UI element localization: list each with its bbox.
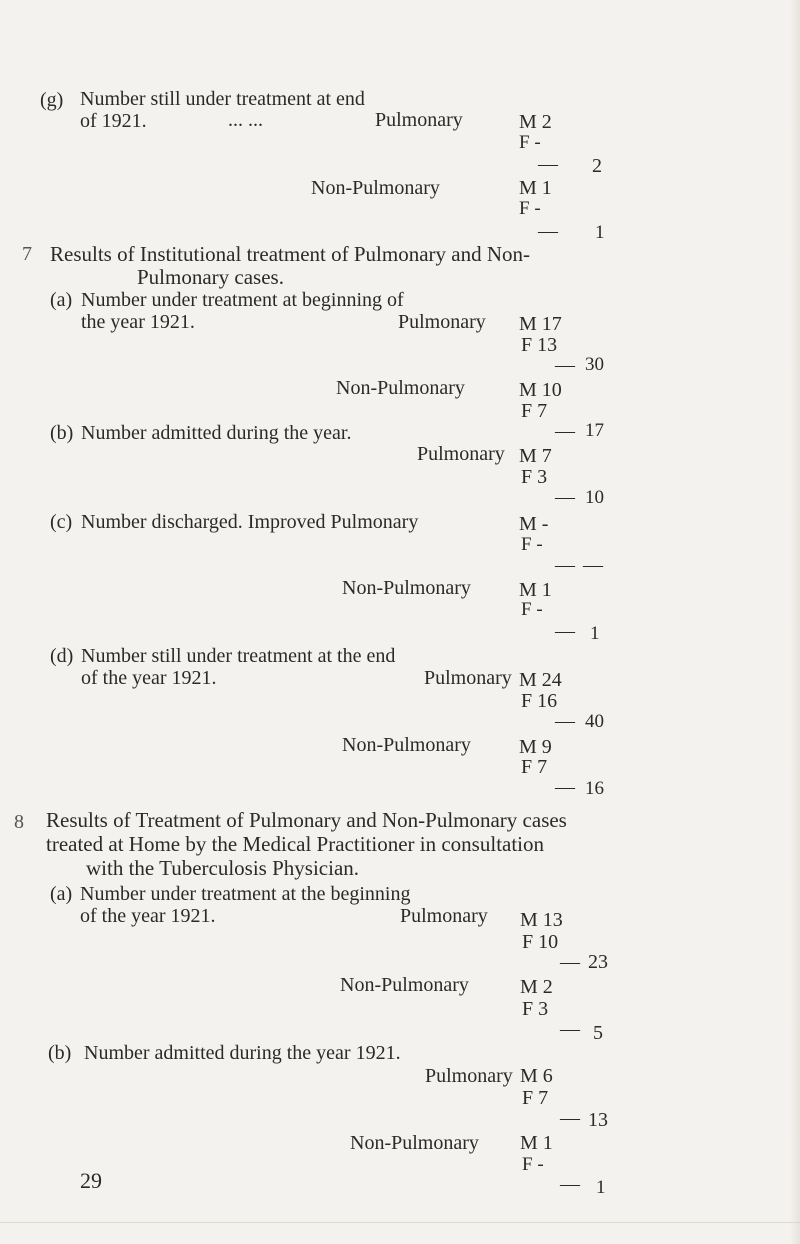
total: 1	[595, 222, 605, 243]
page-bottom-rule	[0, 1222, 800, 1223]
female-count: F -	[519, 132, 541, 153]
category-label: Non-Pulmonary	[340, 974, 469, 996]
male-count: M 10	[519, 379, 562, 401]
category-label: Non-Pulmonary	[342, 577, 471, 599]
total: 10	[585, 487, 604, 508]
category-label: Pulmonary	[400, 905, 488, 927]
male-count: M 17	[519, 313, 562, 335]
category-label: Pulmonary	[398, 311, 486, 333]
item-label: (a)	[50, 883, 73, 905]
section-heading: treated at Home by the Medical Practitioner in consultation	[46, 832, 545, 856]
male-count: M 1	[519, 579, 552, 601]
section-number: 8	[14, 811, 24, 833]
total: 23	[588, 951, 608, 973]
item-text: Number discharged. Improved Pulmonary	[81, 511, 419, 533]
item-text: Number under treatment at beginning of	[81, 289, 404, 311]
dash: —	[560, 1107, 580, 1129]
dash: —	[555, 710, 575, 732]
female-count: F 3	[522, 998, 549, 1020]
female-count: F 7	[522, 1087, 549, 1109]
total: 1	[596, 1177, 606, 1198]
female-count: F 10	[522, 931, 559, 953]
category-label: Pulmonary	[375, 109, 463, 131]
total: 13	[588, 1109, 608, 1131]
item-label: (d)	[50, 645, 74, 667]
item-text: of the year 1921.	[80, 905, 216, 927]
dash: —	[555, 620, 575, 642]
category-label: Non-Pulmonary	[342, 734, 471, 756]
section-heading: Results of Institutional treatment of Pulmonary and Non-	[50, 242, 531, 266]
total: 30	[585, 354, 604, 375]
male-count: M 2	[519, 111, 552, 133]
male-count: M 1	[519, 177, 552, 199]
female-count: F -	[521, 599, 543, 620]
male-count: M 24	[519, 669, 562, 691]
total: 17	[585, 420, 604, 441]
item-text: of the year 1921.	[81, 667, 217, 689]
male-count: M 1	[520, 1132, 553, 1154]
category-label: Pulmonary	[425, 1065, 513, 1087]
item-label: (c)	[50, 511, 73, 533]
total: 16	[585, 778, 604, 799]
male-count: M 7	[519, 445, 552, 467]
item-text: Number still under treatment at end	[80, 88, 365, 110]
female-count: F 16	[521, 690, 558, 712]
dash: —	[555, 354, 575, 376]
category-label: Pulmonary	[417, 443, 505, 465]
male-count: M 9	[519, 736, 552, 758]
female-count: F -	[521, 534, 543, 555]
male-count: M 6	[520, 1065, 553, 1087]
female-count: F -	[522, 1154, 544, 1175]
dash: —	[583, 554, 603, 576]
dash: —	[555, 420, 575, 442]
item-text: Number still under treatment at the end	[81, 645, 396, 667]
section-number: 7	[22, 243, 32, 265]
item-text: Number admitted during the year.	[81, 422, 352, 444]
female-count: F 13	[521, 334, 558, 356]
page-number: 29	[80, 1168, 102, 1193]
item-text: Number under treatment at the beginning	[80, 883, 411, 905]
category-label: Non-Pulmonary	[350, 1132, 479, 1154]
item-text: the year 1921.	[81, 311, 195, 333]
dash: —	[560, 1173, 580, 1195]
section-heading: with the Tuberculosis Physician.	[86, 856, 360, 880]
total: 5	[593, 1022, 603, 1044]
item-label: (a)	[50, 289, 73, 311]
total: 40	[585, 711, 604, 732]
male-count: M 13	[520, 909, 563, 931]
page-edge-shadow	[790, 0, 800, 1244]
section-heading: Results of Treatment of Pulmonary and Non-Pulmonary cases	[46, 808, 567, 832]
female-count: F 7	[521, 756, 548, 778]
item-label: (b)	[50, 422, 74, 444]
item-text: Number admitted during the year 1921.	[84, 1042, 401, 1064]
leader-dots: ... ...	[228, 109, 263, 131]
item-label: (g)	[40, 89, 64, 111]
dash: —	[560, 951, 580, 973]
category-label: Pulmonary	[424, 667, 512, 689]
item-text: of 1921.	[80, 110, 147, 132]
section-heading: Pulmonary cases.	[137, 265, 284, 289]
category-label: Non-Pulmonary	[336, 377, 465, 399]
female-count: F 7	[521, 400, 548, 422]
total: 1	[590, 623, 600, 644]
dash: —	[538, 220, 558, 242]
dash: —	[538, 153, 558, 175]
male-count: M -	[519, 513, 549, 535]
dash: —	[555, 486, 575, 508]
category-label: Non-Pulmonary	[311, 177, 440, 199]
item-label: (b)	[48, 1042, 72, 1064]
female-count: F -	[519, 198, 541, 219]
male-count: M 2	[520, 976, 553, 998]
dash: —	[555, 776, 575, 798]
female-count: F 3	[521, 466, 548, 488]
dash: —	[555, 554, 575, 576]
dash: —	[560, 1018, 580, 1040]
total: 2	[592, 155, 602, 177]
